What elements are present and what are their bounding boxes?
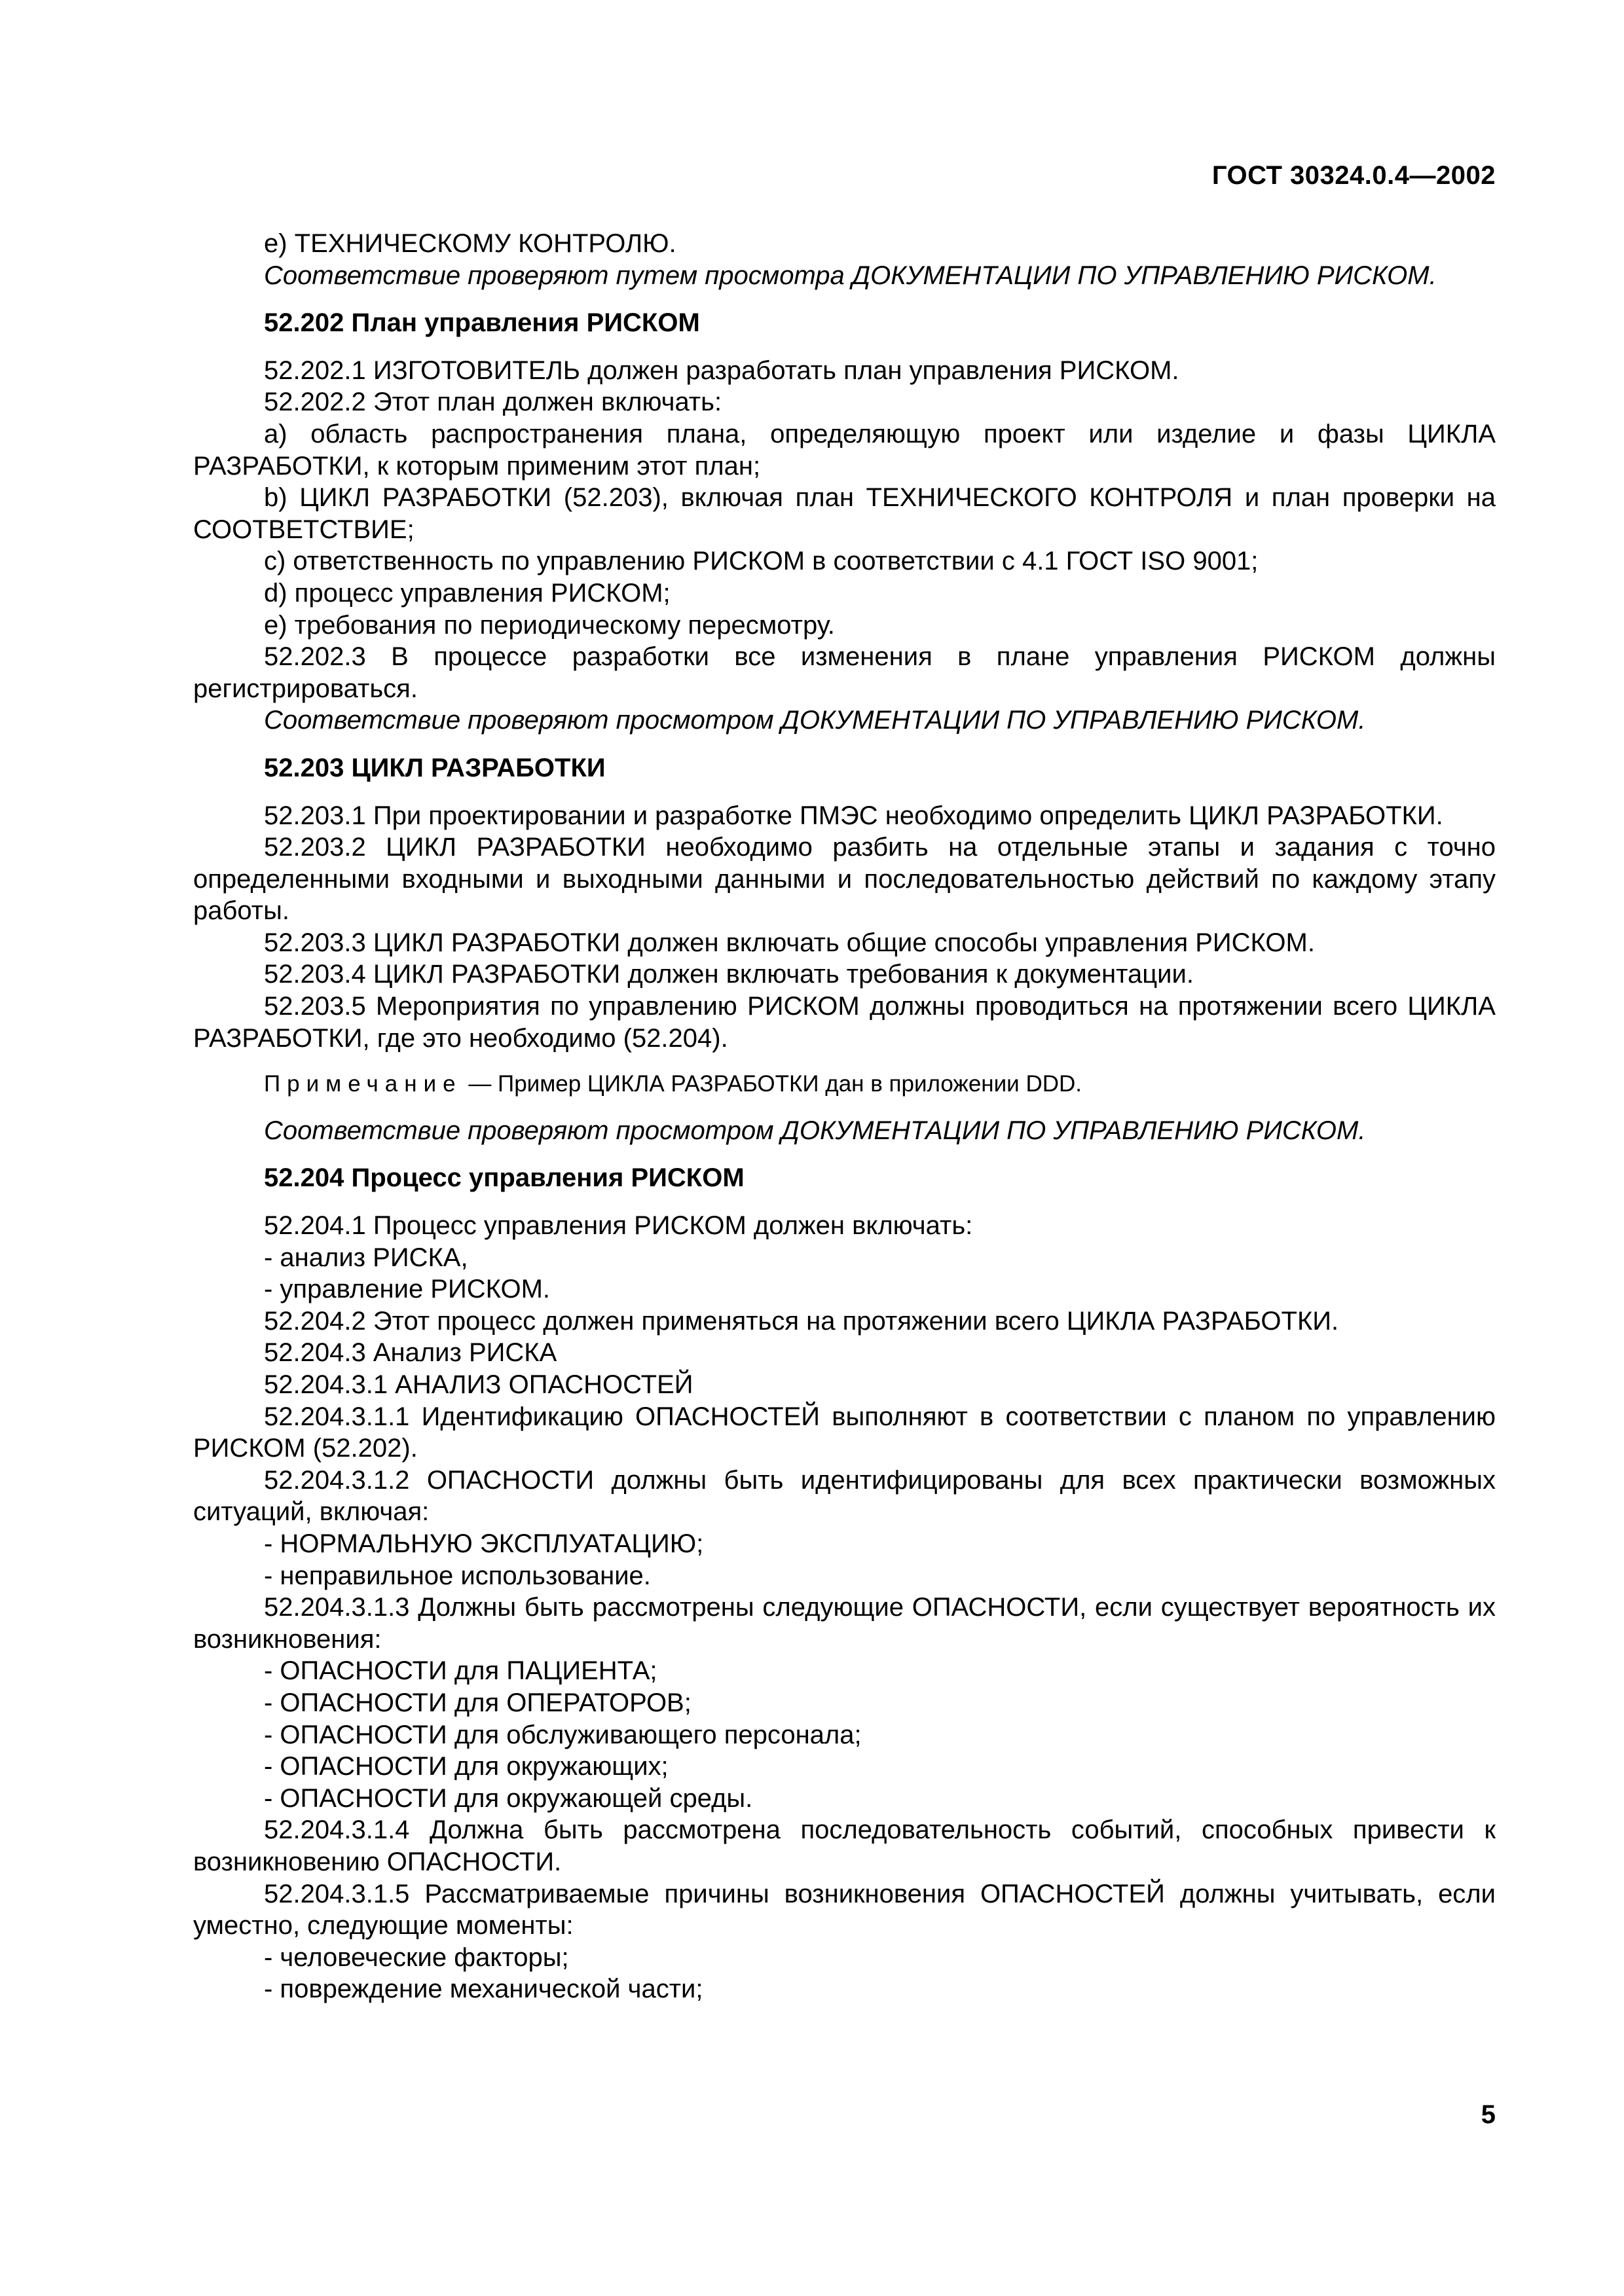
paragraph: 52.203.3 ЦИКЛ РАЗРАБОТКИ должен включать общие способы управления РИСКОМ. — [264, 928, 1315, 957]
paragraph: - НОРМАЛЬНУЮ ЭКСПЛУАТАЦИЮ; — [264, 1529, 704, 1558]
document-body — [193, 228, 1496, 2005]
paragraph: 52.203.5 Мероприятия по управлению РИСКОМ должны проводиться на протяжении всего ЦИКЛА РАЗРАБОТКИ, где это необходимо (52.204). — [193, 992, 1496, 1053]
paragraph: e) ТЕХНИЧЕСКОМУ КОНТРОЛЮ. — [264, 229, 676, 258]
paragraph: - ОПАСНОСТИ для окружающих; — [264, 1752, 669, 1781]
standard-designation: ГОСТ 30324.0.4—2002 — [1211, 161, 1496, 190]
paragraph: a) область распространения плана, определяющую проект или изделие и фазы ЦИКЛА РАЗРАБОТКИ, к которым применим этот план; — [193, 419, 1496, 481]
paragraph: 52.202.1 ИЗГОТОВИТЕЛЬ должен разработать план управления РИСКОМ. — [264, 355, 1179, 385]
section-heading: 52.204 Процесс управления РИСКОМ — [264, 1163, 745, 1193]
paragraph: - ОПАСНОСТИ для ПАЦИЕНТА; — [264, 1656, 657, 1686]
paragraph: - повреждение механической части; — [264, 1975, 703, 2004]
paragraph: 52.204.3 Анализ РИСКА — [264, 1338, 557, 1368]
paragraph: 52.204.3.1.2 ОПАСНОСТИ должны быть идентифицированы для всех практически возможных ситуаций, включая: — [193, 1465, 1496, 1527]
paragraph: b) ЦИКЛ РАЗРАБОТКИ (52.203), включая план ТЕХНИЧЕСКОГО КОНТРОЛЯ и план проверки на СООТВЕТСТВИЕ; — [193, 483, 1496, 544]
paragraph: 52.204.3.1.3 Должны быть рассмотрены следующие ОПАСНОСТИ, если существует вероятность их возникновения: — [193, 1593, 1496, 1654]
paragraph: 52.204.3.1.1 Идентификацию ОПАСНОСТЕЙ выполняют в соответствии с планом по управлению РИСКОМ (52.202). — [193, 1402, 1496, 1463]
paragraph: e) требования по периодическому пересмотру. — [264, 610, 835, 640]
note — [193, 1068, 1496, 1101]
paragraph: 52.202.3 В процессе разработки все изменения в плане управления РИСКОМ должны регистрироваться. — [193, 642, 1496, 703]
paragraph: - неправильное использование. — [264, 1561, 651, 1590]
note-text: — Пример ЦИКЛА РАЗРАБОТКИ дан в приложении DDD. — [462, 1071, 1082, 1097]
paragraph: - ОПАСНОСТИ для окружающей среды. — [264, 1783, 753, 1813]
paragraph: 52.204.2 Этот процесс должен применяться на протяжении всего ЦИКЛА РАЗРАБОТКИ. — [264, 1306, 1339, 1336]
paragraph: 52.204.3.1.5 Рассматриваемые причины возникновения ОПАСНОСТЕЙ должны учитывать, если уместно, следующие моменты: — [193, 1879, 1496, 1941]
compliance-statement: Соответствие проверяют просмотром ДОКУМЕНТАЦИИ ПО УПРАВЛЕНИЮ РИСКОМ. — [264, 1116, 1366, 1145]
paragraph: 52.203.2 ЦИКЛ РАЗРАБОТКИ необходимо разбить на отдельные этапы и задания с точно определенными входными и выходными данными и последовательностью действий по каждому этапу работы. — [193, 833, 1496, 926]
paragraph: 52.204.3.1 АНАЛИЗ ОПАСНОСТЕЙ — [264, 1370, 693, 1399]
section-heading: 52.203 ЦИКЛ РАЗРАБОТКИ — [264, 753, 606, 782]
section-heading: 52.202 План управления РИСКОМ — [264, 308, 700, 338]
compliance-statement: Соответствие проверяют просмотром ДОКУМЕНТАЦИИ ПО УПРАВЛЕНИЮ РИСКОМ. — [264, 706, 1366, 735]
paragraph: c) ответственность по управлению РИСКОМ в соответствии с 4.1 ГОСТ ISO 9001; — [264, 547, 1259, 576]
note-label: Примечание — [264, 1071, 462, 1097]
paragraph: 52.203.4 ЦИКЛ РАЗРАБОТКИ должен включать требования к документации. — [264, 960, 1194, 989]
paragraph: 52.204.3.1.4 Должна быть рассмотрена последовательность событий, способных привести к возникновению ОПАСНОСТИ. — [193, 1815, 1496, 1876]
paragraph: - ОПАСНОСТИ для обслуживающего персонала; — [264, 1720, 862, 1749]
paragraph: 52.202.2 Этот план должен включать: — [264, 388, 722, 417]
page-number: 5 — [1481, 2100, 1496, 2129]
compliance-statement: Соответствие проверяют путем просмотра ДОКУМЕНТАЦИИ ПО УПРАВЛЕНИЮ РИСКОМ. — [264, 261, 1437, 290]
paragraph: - управление РИСКОМ. — [264, 1275, 551, 1304]
paragraph: - ОПАСНОСТИ для ОПЕРАТОРОВ; — [264, 1688, 692, 1717]
paragraph: 52.203.1 При проектировании и разработке ПМЭС необходимо определить ЦИКЛ РАЗРАБОТКИ. — [264, 801, 1443, 830]
paragraph: - человеческие факторы; — [264, 1942, 569, 1972]
paragraph: 52.204.1 Процесс управления РИСКОМ должен включать: — [264, 1211, 973, 1241]
paragraph: - анализ РИСКА, — [264, 1243, 468, 1272]
paragraph: d) процесс управления РИСКОМ; — [264, 578, 671, 608]
